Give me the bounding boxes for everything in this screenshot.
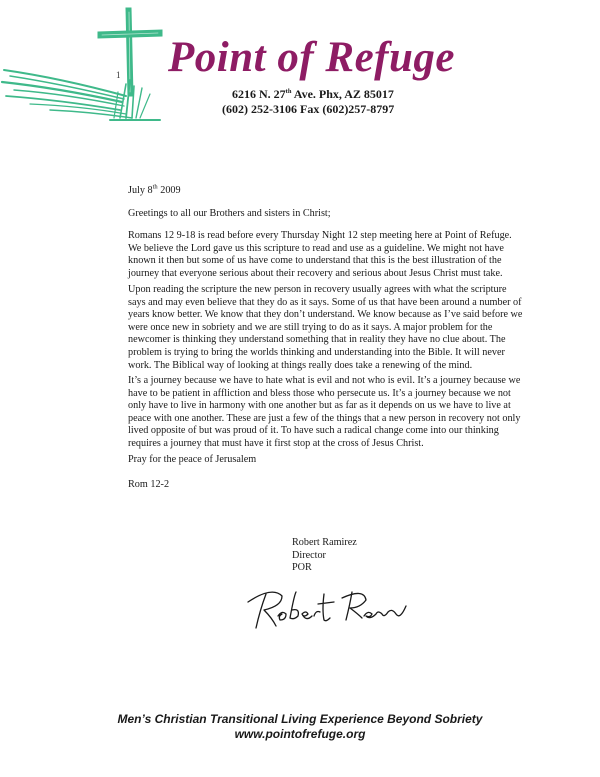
signer-title: Director [292, 549, 326, 561]
page-mark: 1 [116, 70, 121, 80]
signer-name: Robert Ramirez [292, 537, 357, 548]
footer-website-link[interactable]: www.pointofrefuge.org [234, 727, 366, 741]
phone-fax: (602) 252-3106 Fax (602)257-8797 [222, 102, 395, 116]
address: 6216 N. 27th Ave. Phx, AZ 85017 [232, 87, 394, 101]
letter-date: July 8th 2009 [128, 183, 181, 196]
scripture-reference: Rom 12-2 [128, 479, 170, 490]
paragraph: Romans 12 9-18 is read before every Thursday Night 12 step meeting here at Point of Refuge. We believe the Lord gave us this scripture to read and use as a guideline. We might not have known it then but some of us have come to understand that this is the best illustration of the journey that everyone serious about their recovery and serious about Jesus Christ must take. [128, 230, 512, 279]
footer-tagline: Men’s Christian Transitional Living Experience Beyond Sobriety [117, 712, 483, 726]
cross-with-grass-icon [0, 0, 170, 125]
paragraph: It’s a journey because we have to hate what is evil and not who is evil. It’s a journey because we have to be patient in affliction and bless those who persecute us. It’s a journey because we not only have to live in harmony with one another but as far as it depends on us we have to live at peace with one another. These are just a few of the things that a new person in recovery not only lived opposite of but was proud of it. To have such a radical change come into our thinking requires a journey that must have it first stop at the cross of Jesus Christ. [128, 375, 521, 449]
paragraph: Upon reading the scripture the new person in recovery usually agrees with what the scripture says and may even believe that they do as it says. Some of us that have been around a number of years know better. We know that they don’t understand. We know because as I’ve said before we were once new in sobriety and we are still trying to do as it says. A major problem for the newcomer is thinking they understand something that in reality they have no clue about. The problem is trying to bring the worlds thinking and understanding into the Bible. It will never work. The Biblical way of looking at things really does take a renewing of the mind. [128, 284, 523, 371]
org-name: Point of Refuge [168, 34, 455, 81]
greeting: Greetings to all our Brothers and sisters in Christ; [128, 208, 331, 219]
signature-block [292, 537, 357, 575]
signer-org: POR [292, 562, 312, 574]
handwritten-signature [242, 580, 412, 640]
closing-prayer: Pray for the peace of Jerusalem [128, 454, 257, 465]
